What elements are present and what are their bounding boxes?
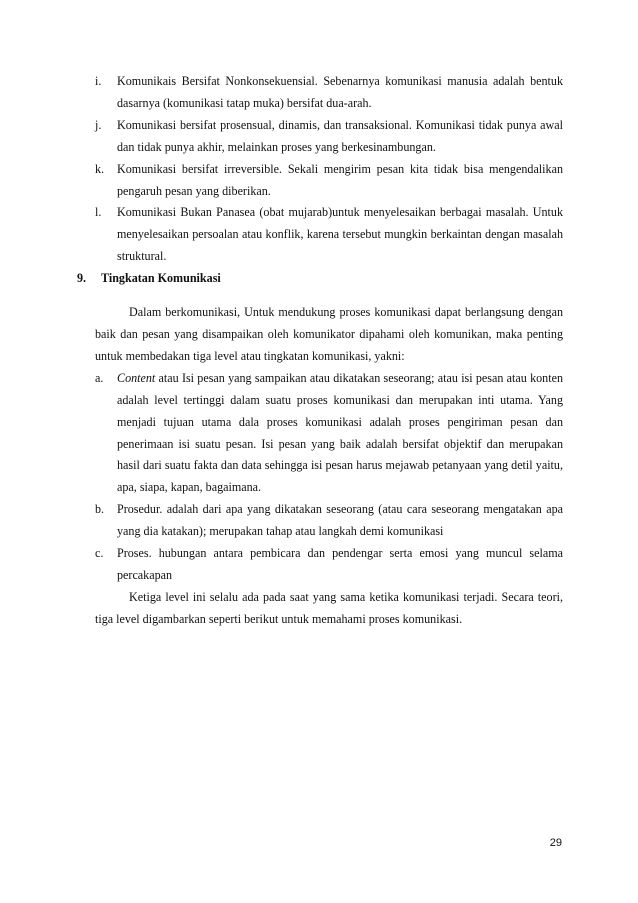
section-heading — [77, 268, 563, 290]
list-item-text: Komunikasi bersifat irreversible. Sekali mengirim pesan kita tidak bisa mengendalikan pengaruh pesan yang diberikan. — [117, 161, 563, 198]
closing-paragraph: Ketiga level ini selalu ada pada saat yang sama ketika komunikasi terjadi. Secara teori, tiga level digambarkan seperti berikut untuk memahami proses komunikasi. — [95, 589, 563, 626]
list-marker: a. — [95, 370, 104, 385]
list-item-a — [95, 368, 563, 499]
list-marker: j. — [95, 117, 102, 132]
list-item-b — [95, 499, 563, 543]
list-item-text: Proses. hubungan antara pembicara dan pendengar serta emosi yang muncul selama percakapan — [117, 546, 563, 582]
list-item-j — [95, 115, 563, 159]
term-content: Content — [117, 370, 156, 385]
list-item-text: Prosedur. adalah dari apa yang dikatakan seseorang (atau cara seseorang mengatakan apa yang dia katakan); merupakan tahap atau langkah demi komunikasi — [117, 502, 563, 539]
list-marker: l. — [95, 205, 102, 220]
list-item-c — [95, 543, 563, 587]
page-number: 29 — [549, 837, 562, 849]
list-item-k — [95, 159, 563, 203]
section-number: 9. — [77, 271, 87, 286]
list-item-i — [95, 71, 563, 115]
section-title: Tingkatan Komunikasi — [101, 271, 221, 286]
page-body — [77, 71, 563, 631]
list-item-l — [95, 202, 563, 268]
list-marker: k. — [95, 161, 105, 176]
intro-paragraph: Dalam berkomunikasi, Untuk mendukung proses komunikasi dapat berlangsung dengan baik dan pesan yang disampaikan oleh komunikator dipahami oleh komunikan, maka penting untuk membedakan tiga level atau tingkatan komunikasi, yakni: — [95, 305, 563, 363]
list-marker: c. — [95, 546, 104, 561]
list-item-text: Komunikasi bersifat prosensual, dinamis, dan transaksional. Komunikasi tidak punya awal dan tidak punya akhir, melainkan proses yang berkesinambungan. — [117, 117, 563, 154]
list-item-text: Komunikasi Bukan Panasea (obat mujarab)untuk menyelesaikan berbagai masalah. Untuk menyelesaikan persoalan atau konflik, karena tersebut mungkin berkaintan dengan masalah struktural. — [117, 205, 563, 264]
list-item-text: Komunikais Bersifat Nonkonsekuensial. Sebenarnya komunikasi manusia adalah bentuk dasarnya (komunikasi tatap muka) bersifat dua-arah. — [117, 74, 563, 110]
list-marker: i. — [95, 74, 102, 88]
list-item-text: atau Isi pesan yang sampaikan atau dikatakan seseorang; atau isi pesan atau konten adalah level tertinggi dalam suatu proses komunikasi dan merupakan inti utama. Yang menjadi tujuan utama dala proses komunikasi adalah proses pengiriman pesan dan penerimaan isi suatu pesan. Isi pesan yang baik adalah bersifat objektif dan merupakan hasil dari suatu fakta dan data sehingga isi pesan harus mejawab petanyaan yang detil yaitu, apa, siapa, kapan, bagaimana. — [117, 370, 563, 495]
list-marker: b. — [95, 502, 105, 517]
